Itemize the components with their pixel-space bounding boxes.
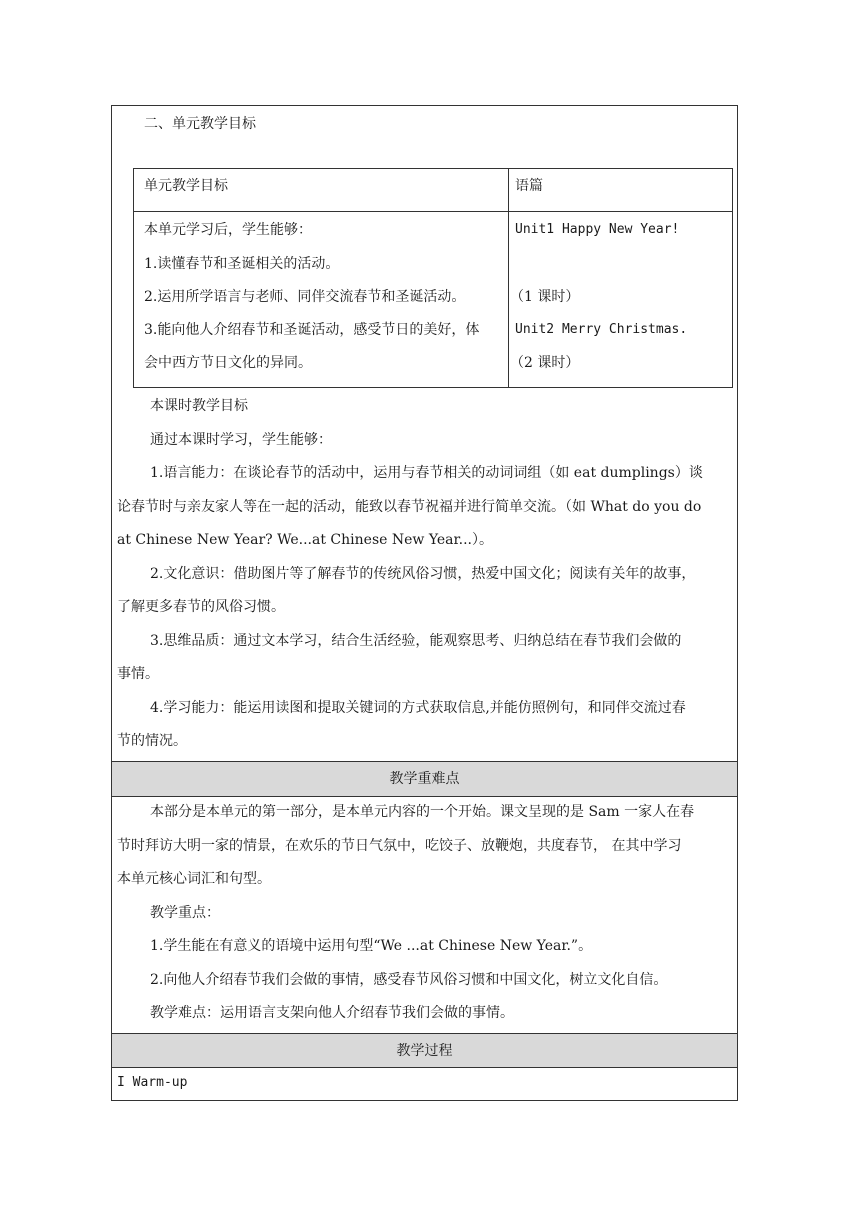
process-title: 教学过程	[396, 1043, 453, 1059]
key-points-band	[112, 761, 737, 797]
objective-line: 会中西方节日文化的异同。	[144, 355, 312, 371]
header-unit-objectives: 单元教学目标	[144, 178, 228, 194]
unit1-title: Unit1 Happy New Year!	[515, 222, 680, 237]
table-column-divider	[508, 169, 509, 387]
goal-line: 了解更多春节的风俗习惯。	[117, 599, 285, 615]
warm-up-step: I Warm-up	[117, 1075, 188, 1090]
section-title: 二、单元教学目标	[144, 116, 256, 132]
objective-line: 本单元学习后，学生能够：	[144, 222, 312, 238]
objective-line: 3.能向他人介绍春节和圣诞活动，感受节日的美好，体	[144, 322, 480, 338]
unit2-title: Unit2 Merry Christmas.	[515, 322, 688, 337]
goal-line: 4.学习能力：能运用读图和提取关键词的方式获取信息,并能仿照例句，和同伴交流过春	[150, 699, 686, 716]
key-point-line: 教学重点：	[150, 904, 220, 921]
header-texts: 语篇	[515, 178, 543, 194]
goal-line: 3.思维品质：通过文本学习，结合生活经验，能观察思考、归纳总结在春节我们会做的	[150, 632, 682, 649]
unit2-hours: （2 课时）	[510, 355, 580, 371]
lesson-goals-list	[117, 457, 733, 759]
goal-line: 2.文化意识：借助图片等了解春节的传统风俗习惯，热爱中国文化；阅读有关年的故事，	[150, 565, 696, 582]
goal-line: 1.语言能力：在谈论春节的活动中，运用与春节相关的动词词组（如 eat dumplings）谈	[150, 465, 703, 481]
lesson-goals-title: 本课时教学目标	[150, 398, 248, 414]
table-row-divider	[134, 211, 732, 212]
objective-line: 1.读懂春节和圣诞相关的活动。	[144, 256, 340, 272]
objective-line: 2.运用所学语言与老师、同伴交流春节和圣诞活动。	[144, 289, 466, 305]
key-point-line: 教学难点：运用语言支架向他人介绍春节我们会做的事情。	[150, 1005, 514, 1021]
key-point-line: 节时拜访大明一家的情景，在欢乐的节日气氛中，吃饺子、放鞭炮，共度春节， 在其中学习	[117, 837, 682, 854]
key-point-line: 本单元核心词汇和句型。	[117, 871, 271, 887]
key-points-title: 教学重难点	[389, 771, 460, 787]
key-point-line: 2.向他人介绍春节我们会做的事情，感受春节风俗习惯和中国文化，树立文化自信。	[150, 971, 668, 988]
key-point-line: 1.学生能在有意义的语境中运用句型“We ...at Chinese New Year.”。	[150, 938, 593, 954]
process-band	[112, 1033, 737, 1068]
goal-line: 节的情况。	[117, 733, 187, 749]
key-points-body	[117, 796, 733, 1031]
goal-line: 论春节时与亲友家人等在一起的活动，能致以春节祝福并进行简单交流。（如 What do you do	[117, 498, 702, 515]
goal-line: 事情。	[117, 666, 159, 682]
lesson-goals-intro: 通过本课时学习，学生能够：	[150, 432, 332, 448]
unit1-hours: （1 课时）	[510, 289, 580, 305]
goal-line: at Chinese New Year? We...at Chinese New Year...）。	[117, 532, 493, 548]
key-point-line: 本部分是本单元的第一部分，是本单元内容的一个开始。课文呈现的是 Sam 一家人在春	[150, 804, 695, 820]
